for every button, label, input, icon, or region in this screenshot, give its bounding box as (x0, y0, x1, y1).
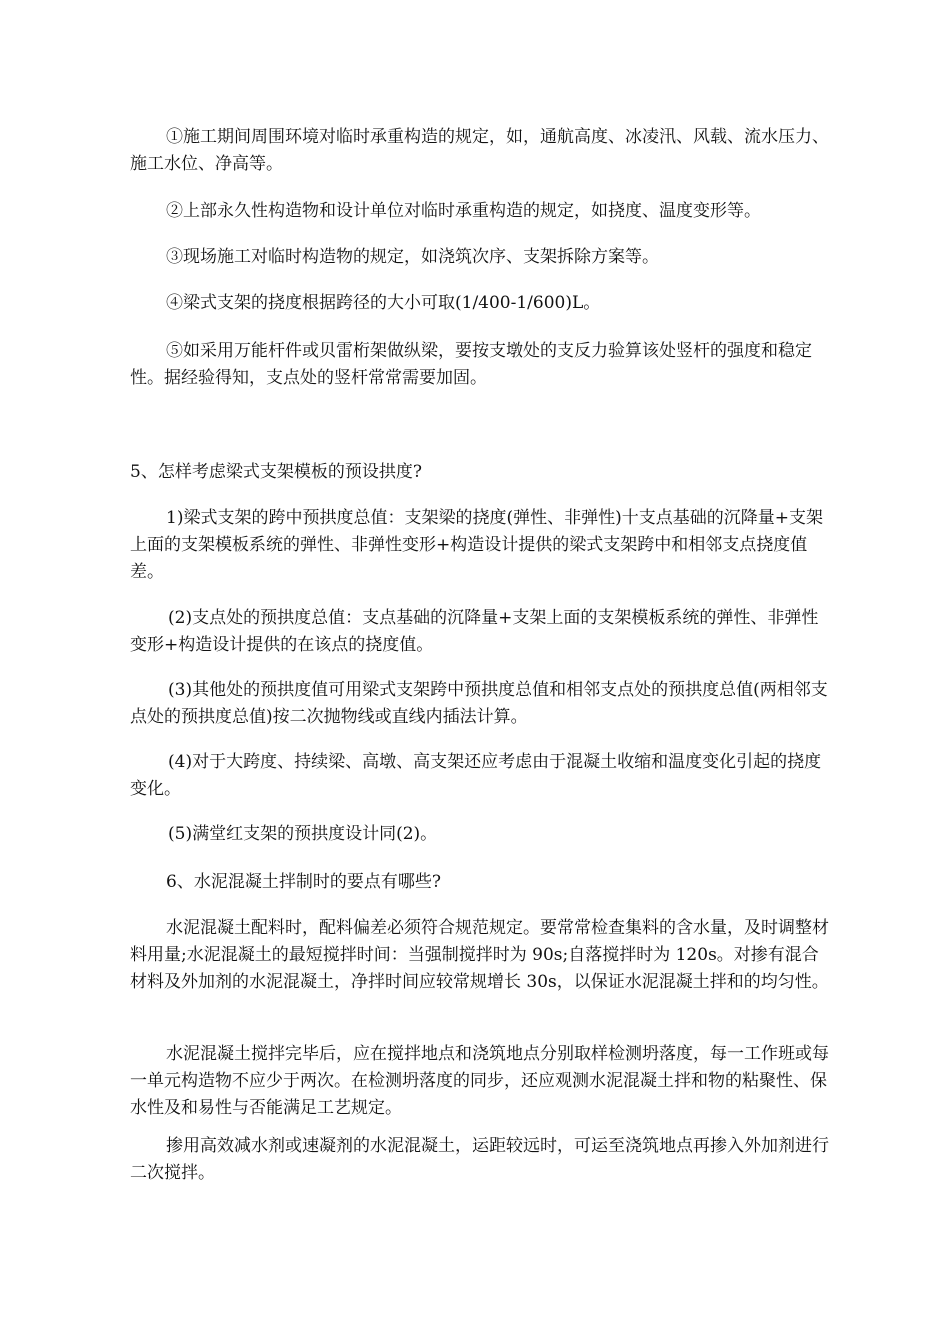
paragraph-bailey-truss: ⑤如采用万能杆件或贝雷桁架做纵梁，要按支墩处的支反力验算该处竖杆的强度和稳定性。据经验得知，支点处的竖杆常常需要加固。 (130, 341, 812, 388)
paragraph-support-camber: (2)支点处的预拱度总值：支点基础的沉降量+支架上面的支架模板系统的弹性、非弹性变形+构造设计提供的在该点的挠度值。 (130, 608, 819, 655)
paragraph-construction-environment: ①施工期间周围环境对临时承重构造的规定，如，通航高度、冰凌汛、风载、流水压力、施工水位、净高等。 (130, 127, 829, 174)
heading-question-5: 5、怎样考虑梁式支架模板的预设拱度? (130, 462, 422, 482)
paragraph-batching: 水泥混凝土配料时，配料偏差必须符合规范规定。要常常检查集料的含水量，及时调整材料用量;水泥混凝土的最短搅拌时间：当强制搅拌时为 90s;自落搅拌时为 120s。对掺有混合材料及外加剂的水泥混凝土，净拌时间应较常规增长 30s，以保证水泥混凝土拌和的均匀性。 (130, 918, 829, 992)
paragraph-permanent-structure: ②上部永久性构造物和设计单位对临时承重构造的规定，如挠度、温度变形等。 (166, 201, 761, 221)
paragraph-full-support: (5)满堂红支架的预拱度设计同(2)。 (168, 824, 438, 844)
paragraph-other-camber: (3)其他处的预拱度值可用梁式支架跨中预拱度总值和相邻支点处的预拱度总值(两相邻支点处的预拱度总值)按二次抛物线或直线内插法计算。 (130, 680, 828, 727)
heading-question-6: 6、水泥混凝土拌制时的要点有哪些? (166, 872, 441, 892)
paragraph-large-span: (4)对于大跨度、持续梁、高墩、高支架还应考虑由于混凝土收缩和温度变化引起的挠度变化。 (130, 752, 822, 799)
paragraph-site-construction: ③现场施工对临时构造物的规定，如浇筑次序、支架拆除方案等。 (166, 247, 659, 267)
paragraph-slump-test: 水泥混凝土搅拌完毕后，应在搅拌地点和浇筑地点分别取样检测坍落度，每一工作班或每一单元构造物不应少于两次。在检测坍落度的同步，还应观测水泥混凝土拌和物的粘聚性、保水性及和易性与否能满足工艺规定。 (130, 1044, 829, 1118)
paragraph-midspan-camber: 1)梁式支架的跨中预拱度总值：支架梁的挠度(弹性、非弹性)十支点基础的沉降量+支架上面的支架模板系统的弹性、非弹性变形+构造设计提供的梁式支架跨中和相邻支点挠度值差。 (130, 508, 823, 582)
paragraph-admixture: 掺用高效减水剂或速凝剂的水泥混凝土，运距较远时，可运至浇筑地点再掺入外加剂进行二次搅拌。 (130, 1136, 829, 1183)
paragraph-beam-deflection: ④梁式支架的挠度根据跨径的大小可取(1/400-1/600)L。 (166, 293, 601, 313)
